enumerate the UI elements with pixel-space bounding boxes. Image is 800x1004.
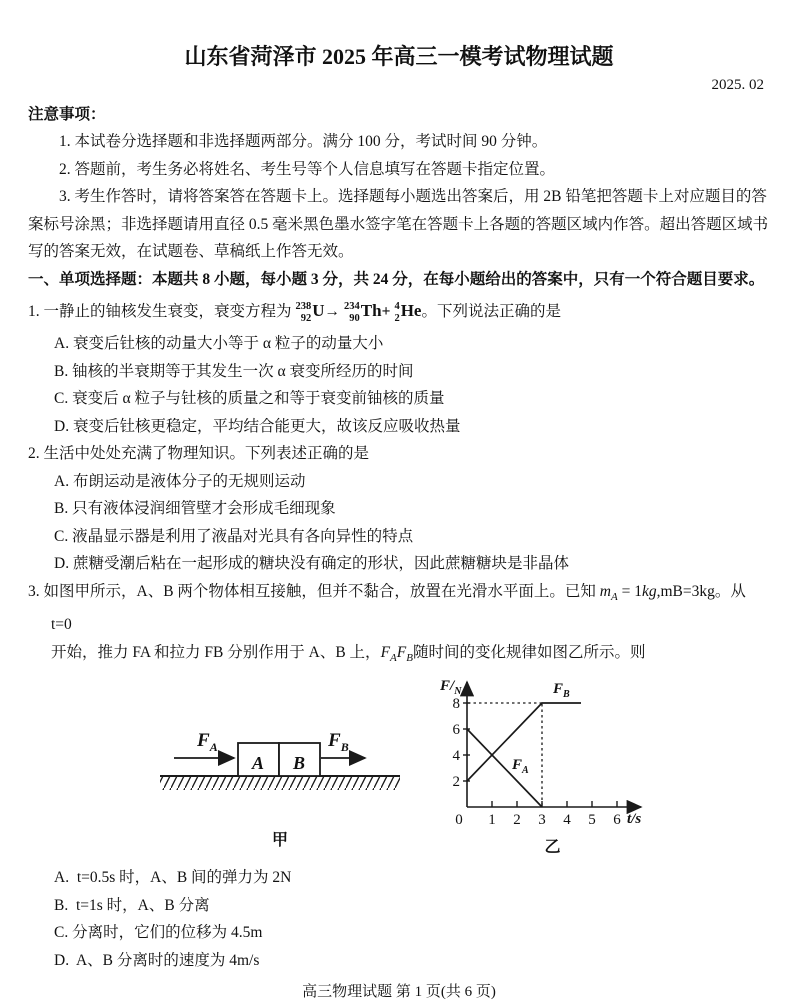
q3-stem-part1: 3. 如图甲所示，A、B 两个物体相互接触，但并不黏合，放置在光滑水平面上。已知 xyxy=(28,582,600,600)
force-b-subscript: B xyxy=(406,651,413,664)
exam-date: 2025. 02 xyxy=(711,77,764,93)
thorium-atomic-number: 90 xyxy=(349,312,360,324)
q3-option-a: A. t=0.5s 时，A、B 间的弹力为 2N xyxy=(54,869,292,887)
page-title: 山东省菏泽市 2025 年高三一模考试物理试题 xyxy=(184,44,614,69)
figure-row xyxy=(28,672,770,858)
nuclide-helium xyxy=(390,293,421,330)
thorium-symbol: Th xyxy=(360,301,382,320)
mass-a-symbol: m xyxy=(599,582,611,600)
y-axis-label: $F/_N$ xyxy=(440,678,462,698)
force-a-subscript: A xyxy=(390,651,397,664)
block-a-label: A xyxy=(251,753,265,774)
q1-option-b: B. 铀核的半衰期等于其发生一次 α 衰变所经历的时间 xyxy=(54,362,414,380)
helium-symbol: He xyxy=(400,301,422,320)
q1-option-c: C. 衰变后 α 粒子与钍核的质量之和等于衰变前铀核的质量 xyxy=(54,390,445,407)
y-tick-label-4: 4 xyxy=(452,748,460,765)
q2-option-c: C. 液晶显示器是利用了液晶对光具有各向异性的特点 xyxy=(54,527,414,545)
ground-hatching xyxy=(160,777,400,790)
force-a-line xyxy=(467,729,542,807)
figure-yi xyxy=(435,672,670,858)
y-tick-label-8: 8 xyxy=(452,696,460,713)
q1-option-d: D. 衰变后钍核更稳定，平均结合能更大，故该反应吸收热量 xyxy=(54,417,461,435)
x-tick-label-1: 1 xyxy=(488,812,496,829)
x-tick-label-0: 0 xyxy=(455,812,463,829)
q3-stem-part3a: ,mB=3kg。从 t=0 xyxy=(51,582,746,634)
figure-jia-label: 甲 xyxy=(271,832,288,850)
reaction-arrow: → xyxy=(324,303,341,320)
blocks-diagram xyxy=(150,690,410,795)
x-tick-label-6: 6 xyxy=(613,812,621,829)
y-tick-label-2: 2 xyxy=(452,774,460,791)
figure-yi-label: 乙 xyxy=(544,839,561,857)
mass-a-subscript: A xyxy=(611,590,618,603)
question-1-stem xyxy=(28,293,770,330)
q2-option-a: A. 布朗运动是液体分子的无规则运动 xyxy=(54,472,306,490)
q3-option-c: C. 分离时，它们的位移为 4.5m xyxy=(54,924,263,942)
y-tick-label-6: 6 xyxy=(452,722,460,739)
curve-label-fb: $F_B$ xyxy=(553,681,570,701)
curve-label-fa: $F_A$ xyxy=(512,757,529,777)
helium-mass-number: 4 xyxy=(394,301,400,313)
section-heading: 一、单项选择题：本题共 8 小题，每小题 3 分，共 24 分，在每小题给出的答案中，只有一个符合题目要求。 xyxy=(28,270,765,288)
x-tick-label-2: 2 xyxy=(513,812,521,829)
x-tick-label-5: 5 xyxy=(588,812,596,829)
q1-stem-suffix: 。下列说法正确的是 xyxy=(421,303,561,320)
q3-stem-part3b: 开始，推力 FA 和拉力 FB 分别作用于 A、B 上， xyxy=(51,643,381,661)
x-axis-label: t/s xyxy=(627,811,642,828)
q2-option-d: D. 蔗糖受潮后粘在一起形成的糖块没有确定的形状，因此蔗糖糖块是非晶体 xyxy=(54,555,569,572)
helium-atomic-number: 2 xyxy=(394,312,400,324)
kg-unit: kg xyxy=(641,582,657,600)
x-tick-label-3: 3 xyxy=(538,812,546,829)
plus-sign: + xyxy=(381,303,391,320)
notice-heading: 注意事项： xyxy=(28,106,106,123)
q2-option-b: B. 只有液体浸润细管壁才会形成毛细现象 xyxy=(54,500,336,517)
force-time-graph xyxy=(435,672,670,830)
notice-item-3: 3. 考生作答时，请将答案答在答题卡上。选择题每小题选出答案后，用 2B 铅笔把答题卡上对应题目的答案标号涂黑；非选择题请用直径 0.5 毫米黑色墨水签字笔在答题卡上各题的答题区域内作答。超出答题区域书写的答案无效，在试题卷、草稿纸上作答无效。 xyxy=(28,188,769,260)
force-b-symbol: F xyxy=(396,643,407,661)
uranium-atomic-number: 92 xyxy=(300,312,312,324)
nuclide-thorium xyxy=(340,293,382,330)
uranium-symbol: U xyxy=(312,301,325,320)
notice-item-1: 1. 本试卷分选择题和非选择题两部分。满分 100 分，考试时间 90 分钟。 xyxy=(59,133,548,150)
force-a-label: $F_A$ xyxy=(197,730,218,755)
x-tick-label-4: 4 xyxy=(563,812,571,829)
notice-item-2: 2. 答题前，考生务必将姓名、考生号等个人信息填写在答题卡指定位置。 xyxy=(59,160,556,178)
force-b-label: $F_B$ xyxy=(328,730,349,755)
q3-options xyxy=(28,864,770,974)
question-3-stem xyxy=(28,578,770,673)
q3-stem-part4: 随时间的变化规律如图乙所示。则 xyxy=(412,643,646,661)
page-footer: 高三物理试题 第 1 页(共 6 页) xyxy=(302,984,496,1001)
block-b-label: B xyxy=(292,753,306,774)
q3-stem-part2: = 1 xyxy=(617,582,642,600)
q3-option-b: B. t=1s 时，A、B 分离 xyxy=(54,896,210,914)
question-2-stem: 2. 生活中处处充满了物理知识。下列表述正确的是 xyxy=(28,445,370,462)
force-a-symbol: F xyxy=(380,643,391,661)
q1-stem-prefix: 1. 一静止的铀核发生衰变，衰变方程为 xyxy=(28,303,292,320)
uranium-mass-number: 238 xyxy=(295,301,312,313)
thorium-mass-number: 234 xyxy=(344,301,360,313)
nuclide-uranium xyxy=(292,293,325,330)
q3-option-d: D. A、B 分离时的速度为 4m/s xyxy=(54,951,260,969)
figure-jia xyxy=(150,672,410,851)
q1-option-a: A. 衰变后钍核的动量大小等于 α 粒子的动量大小 xyxy=(54,335,384,352)
